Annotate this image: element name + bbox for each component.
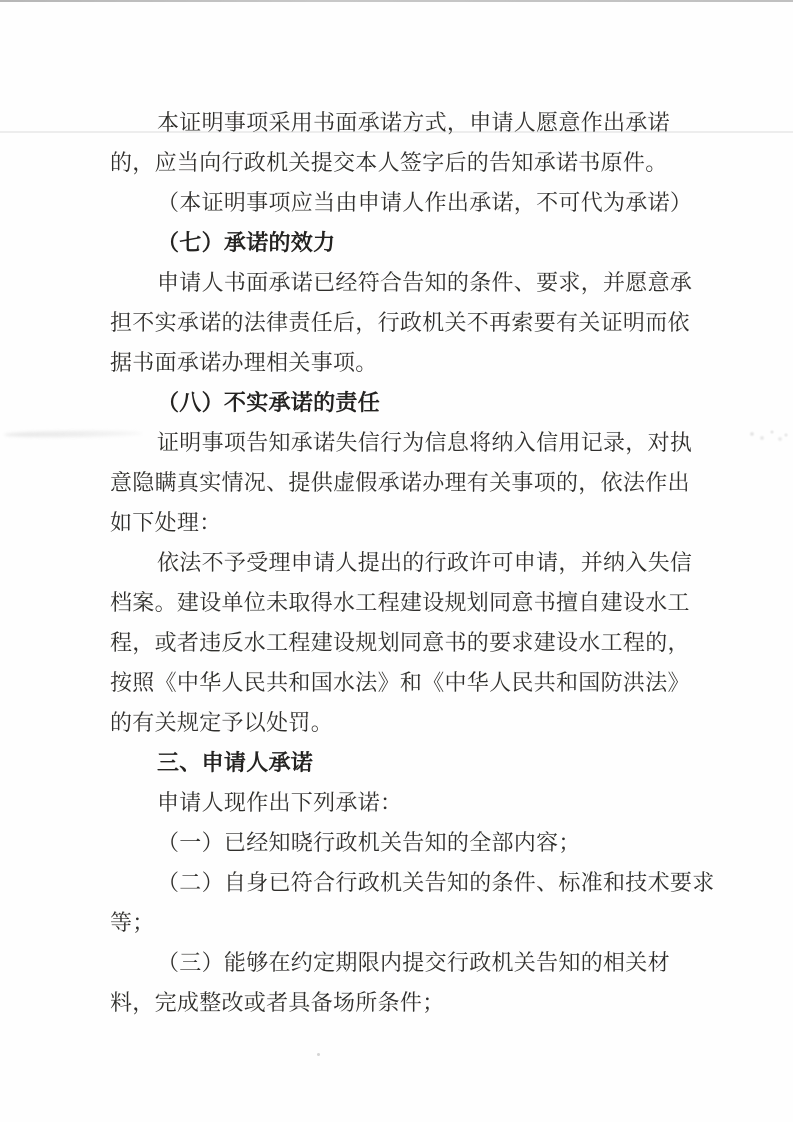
document-body [110,103,715,1023]
scan-dot-artifact [317,1053,320,1056]
text-line: 据书面承诺办理相关事项。 [110,350,378,375]
text-line: 证明事项告知承诺失信行为信息将纳入信用记录，对执 [157,430,693,455]
text-line: 意隐瞒真实情况、提供虚假承诺办理有关事项的，依法作出 [110,470,690,495]
text-line: （二）自身已符合行政机关告知的条件、标准和技术要求 [157,870,715,895]
text-line: 申请人现作出下列承诺： [157,790,403,815]
scan-speckle-artifact [746,426,790,446]
text-line: 申请人书面承诺已经符合告知的条件、要求，并愿意承 [157,270,693,295]
text-line: （三）能够在约定期限内提交行政机关告知的相关材 [157,950,670,975]
text-line: 依法不予受理申请人提出的行政许可申请，并纳入失信 [157,550,693,575]
text-line: 的，应当向行政机关提交本人签字后的告知承诺书原件。 [110,150,668,175]
text-line: 担不实承诺的法律责任后，行政机关不再索要有关证明而依 [110,310,690,335]
section-heading: （七）承诺的效力 [157,230,336,255]
text-line: 等； [110,910,155,935]
text-line: 按照《中华人民共和国水法》和《中华人民共和国防洪法》 [110,670,690,695]
scan-edge-artifact [0,0,793,2]
text-line: 料，完成整改或者具备场所条件； [110,990,445,1015]
text-line: 程，或者违反水工程建设规划同意书的要求建设水工程的， [110,630,690,655]
text-line: 的有关规定予以处罚。 [110,710,334,735]
text-line: 档案。建设单位未取得水工程建设规划同意书擅自建设水工 [110,590,690,615]
section-heading: 三、申请人承诺 [157,750,314,775]
section-heading: （八）不实承诺的责任 [157,390,381,415]
text-line: （本证明事项应当由申请人作出承诺，不可代为承诺） [157,190,693,215]
text-line: 本证明事项采用书面承诺方式，申请人愿意作出承诺 [157,110,670,135]
text-line: （一）已经知晓行政机关告知的全部内容； [157,830,581,855]
text-line: 如下处理： [110,510,222,535]
